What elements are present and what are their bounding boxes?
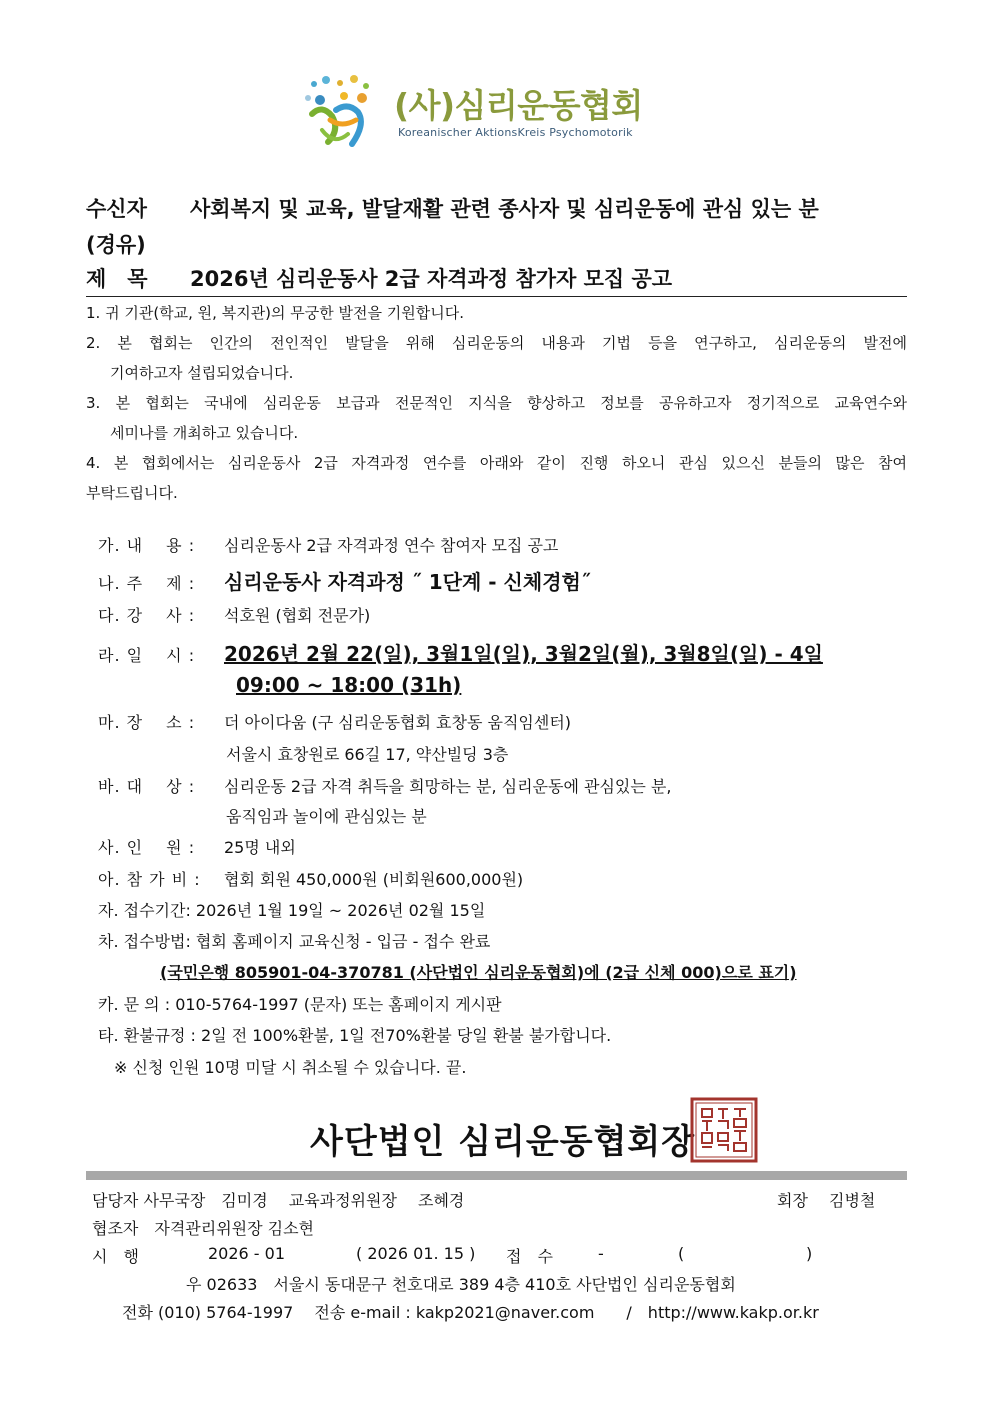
figures-logo-icon: [300, 74, 386, 154]
footer-enforce-label: 시 행: [92, 1247, 139, 1266]
detail-theme: [98, 566, 591, 595]
footer-divider: [86, 1171, 907, 1180]
footer-receipt-paren-open: (: [678, 1244, 685, 1263]
paragraph-2: [86, 328, 907, 388]
paragraph-line: 3. 본 협회는 국내에 심리운동 보급과 전문적인 지식을 향상하고 정보를 공유하고자 정기적으로 교육연수와: [86, 394, 907, 412]
footer-receipt-paren-close: ): [806, 1244, 813, 1263]
detail-note: ※ 신청 인원 10명 미달 시 취소될 수 있습니다. 끝.: [114, 1058, 467, 1077]
paragraph-4: [86, 448, 907, 508]
paragraph-line: 부탁드립니다.: [86, 484, 178, 502]
detail-target: [98, 774, 671, 797]
logo-title: (사)심리운동협회: [394, 86, 643, 125]
detail-inquiry: 카. 문 의 : 010-5764-1997 (문자) 또는 홈페이지 게시판: [98, 995, 502, 1014]
paragraph-line: 4. 본 협회에서는 심리운동사 2급 자격과정 연수를 아래와 같이 진행 하오니 관심 있으신 분들의 많은 참여: [86, 454, 907, 472]
detail-value: 심리운동 2급 자격 취득을 희망하는 분, 심리운동에 관심있는 분,: [224, 777, 672, 796]
detail-capacity: [98, 835, 296, 858]
via-label: (경유): [86, 233, 146, 257]
detail-label: 가. 내 용 :: [98, 536, 196, 555]
footer-enforce-no: 2026 - 01: [208, 1244, 286, 1263]
detail-value: 09:00 ~ 18:00 (31h): [236, 673, 462, 697]
detail-value: 2026년 2월 22(일), 3월1일(일), 3월2일(월), 3월8일(일) - 4일: [224, 642, 823, 666]
footer-receipt-label: 접 수: [506, 1247, 553, 1266]
detail-fee: [98, 867, 523, 890]
association-logo: [300, 74, 643, 154]
detail-value: 더 아이다움 (구 심리운동협회 효창동 움직임센터): [224, 713, 572, 732]
detail-value: 심리운동사 자격과정 ˝ 1단계 - 신체경험˝: [224, 570, 591, 594]
detail-time: [236, 673, 461, 697]
paragraph-line: 1. 귀 기관(학교, 원, 복지관)의 무궁한 발전을 기원합니다.: [86, 304, 464, 322]
paragraph-line: 세미나를 개최하고 있습니다.: [110, 424, 299, 442]
detail-label: 라. 일 시 :: [98, 646, 196, 665]
footer-address: 우 02633 서울시 동대문구 천호대로 389 4층 410호 사단법인 심리운동협회: [186, 1275, 736, 1294]
official-seal-icon: [690, 1097, 758, 1163]
paragraph-line: 기여하고자 설립되었습니다.: [110, 364, 294, 382]
subject-value: 2026년 심리운동사 2급 자격과정 참가자 모집 공고: [190, 267, 673, 291]
footer-president: 회장 김병철: [777, 1191, 876, 1210]
detail-method: 차. 접수방법: 협회 홈페이지 교육신청 - 입금 - 접수 완료: [98, 932, 491, 951]
footer-cooperator: 협조자 자격관리위원장 김소현: [92, 1219, 315, 1238]
detail-label: 사. 인 원 :: [98, 838, 196, 857]
footer-receipt-no: -: [598, 1244, 604, 1263]
detail-bank: [160, 960, 797, 983]
recipient-value: 사회복지 및 교육, 발달재활 관련 종사자 및 심리운동에 관심 있는 분: [190, 197, 819, 221]
detail-label: 다. 강 사 :: [98, 606, 196, 625]
detail-period: 자. 접수기간: 2026년 1월 19일 ~ 2026년 02월 15일: [98, 901, 486, 920]
detail-place-address: [226, 742, 508, 765]
logo-subtitle: Koreanischer AktionsKreis Psychomotorik: [398, 126, 633, 139]
footer-contact: 전화 (010) 5764-1997 전송 e-mail : kakp2021@naver.com / http://www.kakp.or.kr: [122, 1303, 819, 1322]
detail-label: 아. 참 가 비 :: [98, 870, 201, 889]
detail-value: 심리운동사 2급 자격과정 연수 참여자 모집 공고: [224, 536, 559, 555]
footer-staff: 담당자 사무국장 김미경 교육과정위원장 조혜경: [92, 1191, 465, 1210]
detail-value: 협회 회원 450,000원 (비회원600,000원): [224, 870, 524, 889]
detail-value: 석호원 (협회 전문가): [224, 606, 371, 625]
recipient-label: 수신자: [86, 197, 147, 221]
header-divider: [86, 296, 907, 297]
detail-label: 바. 대 상 :: [98, 777, 196, 796]
detail-label: 마. 장 소 :: [98, 713, 196, 732]
detail-value: 서울시 효창원로 66길 17, 약산빌딩 3층: [226, 745, 509, 764]
detail-value: 25명 내외: [224, 838, 296, 857]
bank-account-text: (국민은행 805901-04-370781 (사단법인 심리운동협회)에 (2급 신체 000)으로 표기): [160, 963, 797, 982]
detail-content: [98, 533, 558, 556]
detail-refund: 타. 환불규정 : 2일 전 100%환불, 1일 전70%환불 당일 환불 불가합니다.: [98, 1026, 612, 1045]
detail-value: 움직임과 놀이에 관심있는 분: [226, 807, 427, 826]
detail-lecturer: [98, 603, 370, 626]
detail-place: [98, 710, 571, 733]
paragraph-1: [86, 298, 907, 328]
subject-label: 제 목: [86, 267, 148, 291]
detail-date: [98, 638, 823, 667]
paragraph-3: [86, 388, 907, 448]
detail-target-2: [226, 804, 427, 827]
paragraph-line: 2. 본 협회는 인간의 전인적인 발달을 위해 심리운동의 내용과 기법 등을 연구하고, 심리운동의 발전에: [86, 334, 907, 352]
signature-title: 사단법인 심리운동협회장: [310, 1122, 696, 1162]
detail-label: 나. 주 제 :: [98, 574, 196, 593]
footer-enforce-date: ( 2026 01. 15 ): [356, 1244, 476, 1263]
